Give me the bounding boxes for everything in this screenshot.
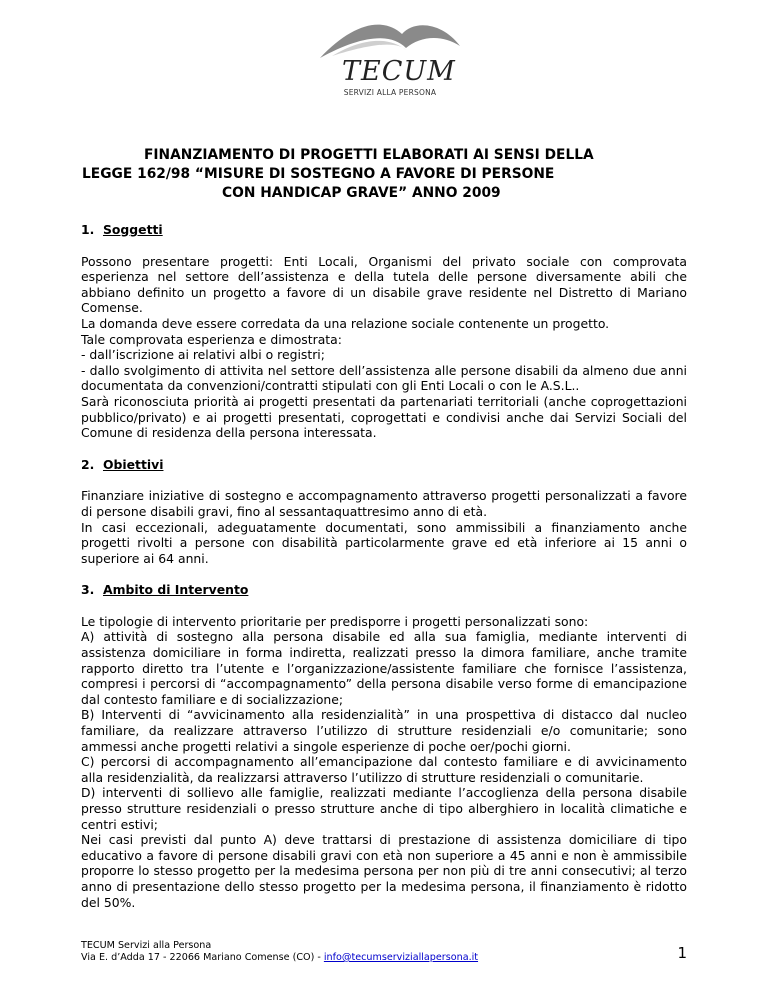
- section-heading-obiettivi: [81, 457, 687, 473]
- paragraph: C) percorsi di accompagnamento all’emancipazione dal contesto familiare e di avvicinamento alla residenzialità, da realizzarsi attraverso l’utilizzo di strutture residenziali o comunitarie.: [81, 754, 687, 785]
- section-number: 2.: [81, 456, 95, 472]
- document-title: [82, 146, 702, 203]
- paragraph: Nei casi previsti dal punto A) deve trattarsi di prestazione di assistenza domiciliare di tipo educativo a favore di persone disabili gravi con età non superiore a 45 anni e non è ammissibile proporre lo stesso progetto per la medesima persona per non più di tre anni consecutivi; al terzo anno di presentazione dello stesso progetto per la medesima persona, il finanziamento è ridotto del 50%.: [81, 832, 687, 910]
- paragraph: Tale comprovata esperienza e dimostrata:: [81, 331, 342, 347]
- tecum-logo: [302, 12, 474, 102]
- title-line-1: FINANZIAMENTO DI PROGETTI ELABORATI AI SENSI DELLA: [144, 147, 594, 163]
- paragraph: - dall’iscrizione ai relativi albi o registri;: [81, 347, 325, 363]
- title-line-3: CON HANDICAP GRAVE” ANNO 2009: [222, 185, 501, 201]
- paragraph: Sarà riconosciuta priorità ai progetti presentati da partenariati territoriali (anche coprogettazioni pubblico/privato) e ai progetti presentati, coprogettati e condivisi anche dai Servizi Sociali del Comune di residenza della persona interessata.: [81, 393, 687, 441]
- section-title: Obiettivi: [102, 456, 164, 472]
- paragraph: Le tipologie di intervento prioritarie per predisporre i progetti personalizzati sono:: [81, 613, 589, 629]
- page-footer: [81, 940, 687, 964]
- paragraph: A) attività di sostegno alla persona disabile ed alla sua famiglia, mediante interventi di assistenza domiciliare in forma indiretta, realizzati presso la dimora familiare, anche tramite rapporto diretto tra l’utente e l’organizzazione/assistente familiare che fornisce l’assistenza, compresi i percorsi di “accompagnamento” della persona disabile verso forme di emancipazione dal contesto familiare e di socializzazione;: [81, 629, 687, 707]
- paragraph: D) interventi di sollievo alle famiglie, realizzati mediante l’accoglienza della persona disabile presso strutture residenziali o presso strutture anche di tipo alberghiero in località climatiche e centri estivi;: [81, 785, 687, 832]
- paragraph: La domanda deve essere corredata da una relazione sociale contenente un progetto.: [81, 315, 610, 331]
- document-body: [81, 222, 687, 910]
- logo-subtitle: SERVIZI ALLA PERSONA: [343, 88, 437, 97]
- footer-address-line: [81, 952, 687, 964]
- paragraph: In casi eccezionali, adeguatamente documentati, sono ammissibili a finanziamento anche progetti rivolti a persone con disabilità particolarmente grave ed età inferiore ai 15 anni o superiore ai 64 anni.: [81, 519, 687, 566]
- section-number: 3.: [81, 582, 95, 598]
- logo-wordmark: TECUM: [342, 56, 456, 87]
- paragraph: Finanziare iniziative di sostegno e accompagnamento attraverso progetti personalizzati a favore di persone disabili gravi, fino al sessantaquattresimo anno di età.: [81, 488, 687, 519]
- paragraph: Possono presentare progetti: Enti Locali, Organismi del privato sociale con comprovata esperienza nel settore dell’assistenza e della tutela delle persone diversamente abili che abbiano definito un progetto a favore di un disabile grave residente nel Distretto di Mariano Comense.: [81, 253, 687, 316]
- footer-address: Via E. d’Adda 17 - 22066 Mariano Comense (CO) -: [81, 952, 324, 963]
- page-number: 1: [677, 944, 687, 962]
- section-title: Soggetti: [102, 222, 163, 237]
- section-heading-soggetti: [81, 222, 687, 238]
- section-number: 1.: [81, 222, 95, 237]
- footer-org-name: TECUM Servizi alla Persona: [81, 940, 212, 951]
- paragraph: B) Interventi di “avvicinamento alla residenzialità” in una prospettiva di distacco dal nucleo familiare, da realizzare attraverso l’utilizzo di strutture residenziali e/o comunitarie; sono ammessi anche progetti relativi a singole esperienze di poche oer/pochi giorni.: [81, 707, 687, 754]
- section-title: Ambito di Intervento: [102, 582, 249, 598]
- section-heading-ambito: [81, 582, 687, 598]
- paragraph: - dallo svolgimento di attivita nel settore dell’assistenza alle persone disabili da almeno due anni documentata da convenzioni/contratti stipulati con gli Enti Locali o con le A.S.L..: [81, 362, 687, 394]
- title-line-2: LEGGE 162/98 “MISURE DI SOSTEGNO A FAVORE DI PERSONE: [82, 166, 555, 182]
- footer-email-link[interactable]: info@tecumserviziallapersona.it: [323, 952, 479, 963]
